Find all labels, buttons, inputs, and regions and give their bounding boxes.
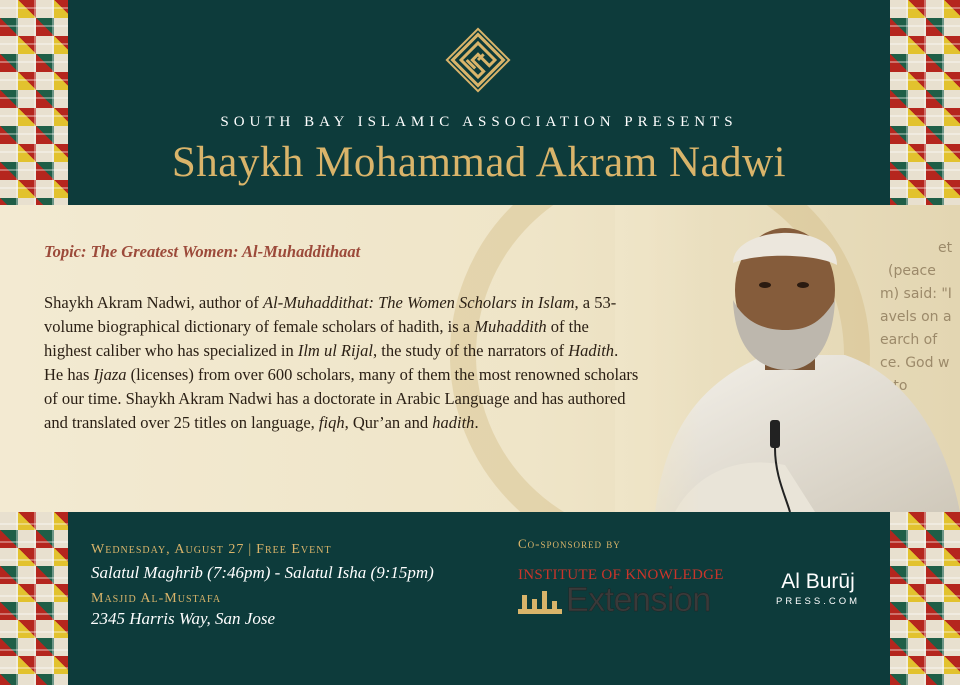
institute-of-knowledge-logo xyxy=(518,567,730,619)
ik-arabic-mark-icon xyxy=(518,589,562,615)
tile-border-bottom-right xyxy=(890,512,960,685)
cosponsored-label: Co-sponsored by xyxy=(518,536,621,551)
bio-book-title: Al-Muhaddithat: The Women Scholars in Islam xyxy=(263,293,575,312)
venue-address: 2345 Harris Way, San Jose xyxy=(91,609,276,628)
bio-text: , a 53-volume biographical dictionary of female scholars of hadith, is a xyxy=(44,293,617,336)
bio-term: Muhaddith xyxy=(474,317,547,336)
header xyxy=(68,0,890,205)
bio-text: . He has xyxy=(44,341,619,384)
bio-text: Shaykh Akram Nadwi, author of xyxy=(44,293,264,312)
speaker-photo xyxy=(615,205,960,512)
event-date-line xyxy=(91,542,332,558)
kufic-emblem-icon xyxy=(444,26,512,94)
bio-text: of the highest caliber who has specialized in xyxy=(44,317,589,360)
speaker-bio xyxy=(44,291,639,435)
separator: | xyxy=(248,542,253,557)
bio-text: , Qur’an and xyxy=(344,413,433,432)
topic-line: Topic: The Greatest Women: Al-Muhaddithaat xyxy=(44,242,361,261)
ik-logo-line2: Extension xyxy=(566,581,711,619)
al-buruj-press-logo xyxy=(768,570,868,620)
bio-text: , the study of the narrators of xyxy=(373,341,569,360)
speaker-name: Shaykh Mohammad Akram Nadwi xyxy=(171,139,787,186)
event-type: Free Event xyxy=(256,542,332,557)
bio-term: Hadith xyxy=(568,341,615,360)
tile-border-top-right xyxy=(890,0,960,205)
presenter-line: SOUTH BAY ISLAMIC ASSOCIATION PRESENTS xyxy=(220,114,738,130)
ik-logo-line1: INSTITUTE OF KNOWLEDGE xyxy=(518,567,724,583)
bio-text: . xyxy=(474,413,479,432)
bio-term: fiqh xyxy=(318,413,345,432)
bio-term: Ijaza xyxy=(93,365,127,384)
al-buruj-sub: PRESS.COM xyxy=(775,596,860,607)
bio-term: hadith xyxy=(432,413,475,432)
event-date: Wednesday, August 27 xyxy=(91,542,245,557)
venue-name: Masjid Al-Mustafa xyxy=(91,591,222,606)
prayer-times: Salatul Maghrib (7:46pm) - Salatul Isha (9:15pm) xyxy=(91,563,434,582)
footer xyxy=(68,512,890,685)
bio-text: (licenses) from over 600 scholars, many of them the most renowned scholars of our time. Shaykh Akram Nadwi has a doctorate in Arabic Language and has authored and translated over 25 titles on language, xyxy=(44,365,639,432)
tile-border-top-left xyxy=(0,0,68,205)
tile-border-bottom-left xyxy=(0,512,68,685)
content-band xyxy=(0,205,960,512)
al-buruj-name: Al Burūj xyxy=(781,570,855,593)
bio-term: Ilm ul Rijal xyxy=(297,341,374,360)
